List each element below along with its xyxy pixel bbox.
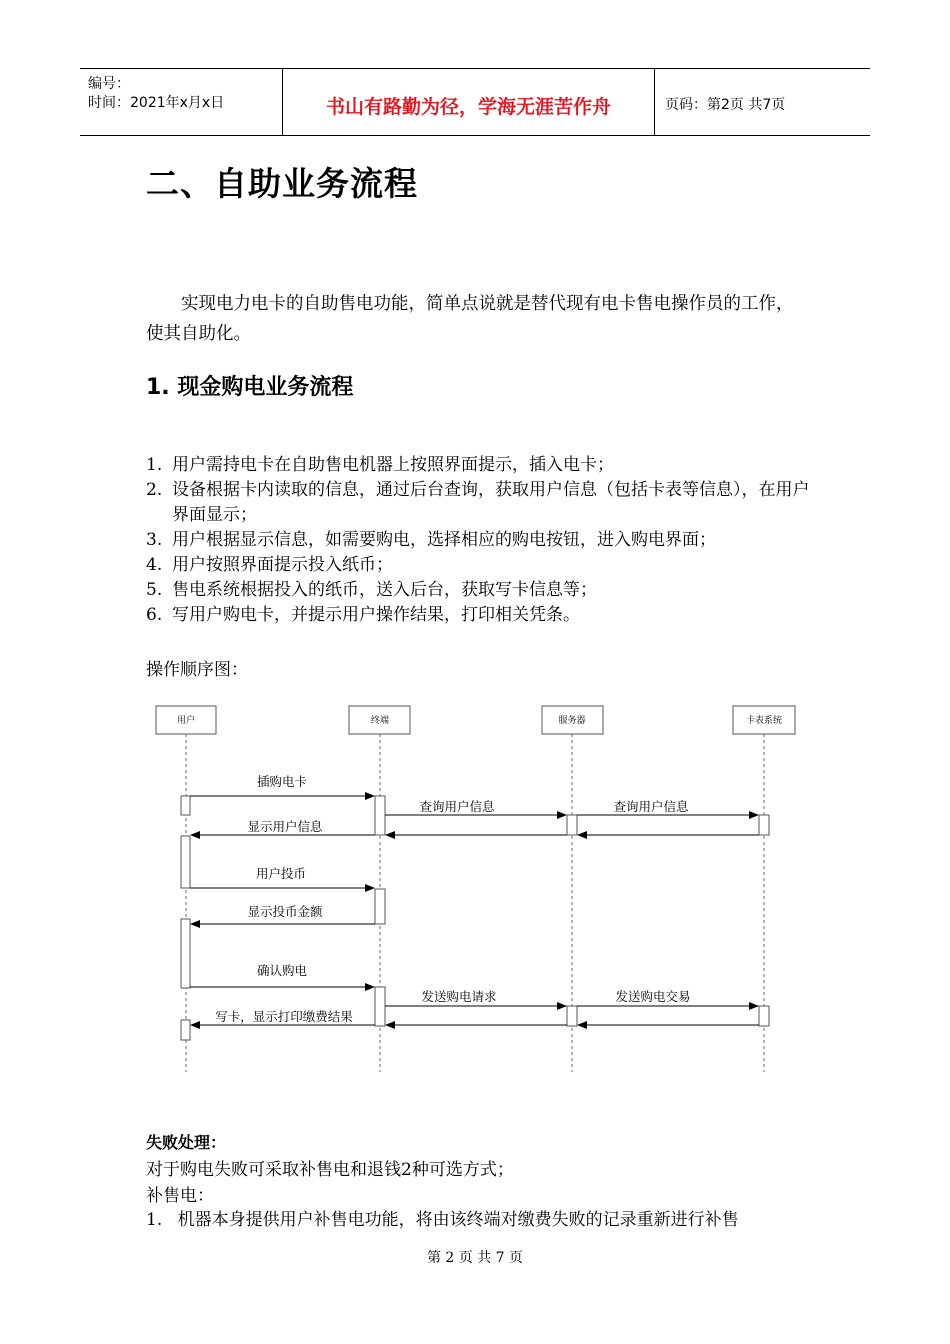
activation-box (759, 1006, 769, 1026)
message-label: 发送购电交易 (615, 989, 691, 1004)
list-number: 1. (146, 1210, 163, 1230)
motto: 书山有路勤为径，学海无涯苦作舟 (325, 96, 611, 118)
page-title: 二、自助业务流程 (146, 164, 418, 203)
section-heading: 1. 现金购电业务流程 (146, 375, 354, 400)
failure-item (146, 1205, 739, 1230)
message-label: 显示用户信息 (247, 819, 323, 834)
actor-meter-system (733, 706, 795, 734)
activation-box (181, 1020, 190, 1040)
activation-box (567, 1006, 577, 1026)
actor-label: 终端 (370, 716, 390, 726)
list-text: 用户根据显示信息，如需要购电，选择相应的购电按钮，进入购电界面； (172, 530, 716, 550)
activation-box (181, 796, 190, 815)
activation-box (375, 987, 385, 1026)
activation-box (181, 836, 190, 888)
actor-terminal (349, 706, 410, 734)
diagram-label: 操作顺序图： (146, 660, 248, 680)
list-text: 设备根据卡内读取的信息，通过后台查询，获取用户信息（包括卡表等信息），在用户界面显示； (172, 480, 810, 525)
list-text: 机器本身提供用户补售电功能，将由该终端对缴费失败的记录重新进行补售 (177, 1210, 739, 1230)
actor-label: 用户 (176, 716, 196, 726)
list-number: 3. (146, 530, 163, 550)
actor-server (542, 706, 603, 734)
message-label: 发送购电请求 (421, 989, 497, 1004)
list-number: 1. (146, 455, 163, 475)
message-label: 查询用户信息 (419, 799, 495, 814)
list-number: 6. (146, 605, 163, 625)
actor-label: 服务器 (558, 716, 586, 726)
message-label: 插购电卡 (256, 774, 308, 789)
list-text: 用户按照界面提示投入纸币； (172, 555, 393, 575)
list-text: 用户需持电卡在自助售电机器上按照界面提示，插入电卡； (172, 455, 614, 475)
list-number: 4. (146, 555, 163, 575)
intro-paragraph: 实现电力电卡的自助售电功能，简单点说就是替代现有电卡售电操作员的工作，使其自助化。 (146, 294, 794, 344)
activation-box (567, 815, 577, 835)
message-label: 写卡，显示打印缴费结果 (215, 1009, 353, 1024)
number-label: 编号： (88, 76, 130, 92)
message-label: 显示投币金额 (247, 904, 323, 919)
message-label: 用户投币 (255, 866, 307, 881)
activation-box (181, 919, 190, 988)
list-number: 5. (146, 580, 163, 600)
list-text: 写用户购电卡，并提示用户操作结果，打印相关凭条。 (172, 605, 580, 625)
activation-box (759, 815, 769, 835)
activation-box (375, 796, 385, 835)
failure-heading: 失败处理： (146, 1133, 227, 1152)
activation-box (375, 889, 385, 924)
time-label: 时间：2021年x月x日 (88, 95, 225, 111)
list-number: 2. (146, 480, 163, 500)
message-label: 查询用户信息 (613, 799, 689, 814)
actor-label: 卡表系统 (745, 716, 783, 726)
page-label: 页码：第2页 共7页 (665, 97, 786, 113)
message-label: 确认购电 (256, 963, 308, 978)
failure-line: 对于购电失败可采取补售电和退钱2种可选方式； (146, 1160, 514, 1180)
page-footer: 第 2 页 共 7 页 (426, 1250, 524, 1266)
list-text: 售电系统根据投入的纸币，送入后台，获取写卡信息等； (172, 580, 597, 600)
actor-user (156, 706, 216, 734)
failure-subheading: 补售电： (146, 1186, 214, 1206)
